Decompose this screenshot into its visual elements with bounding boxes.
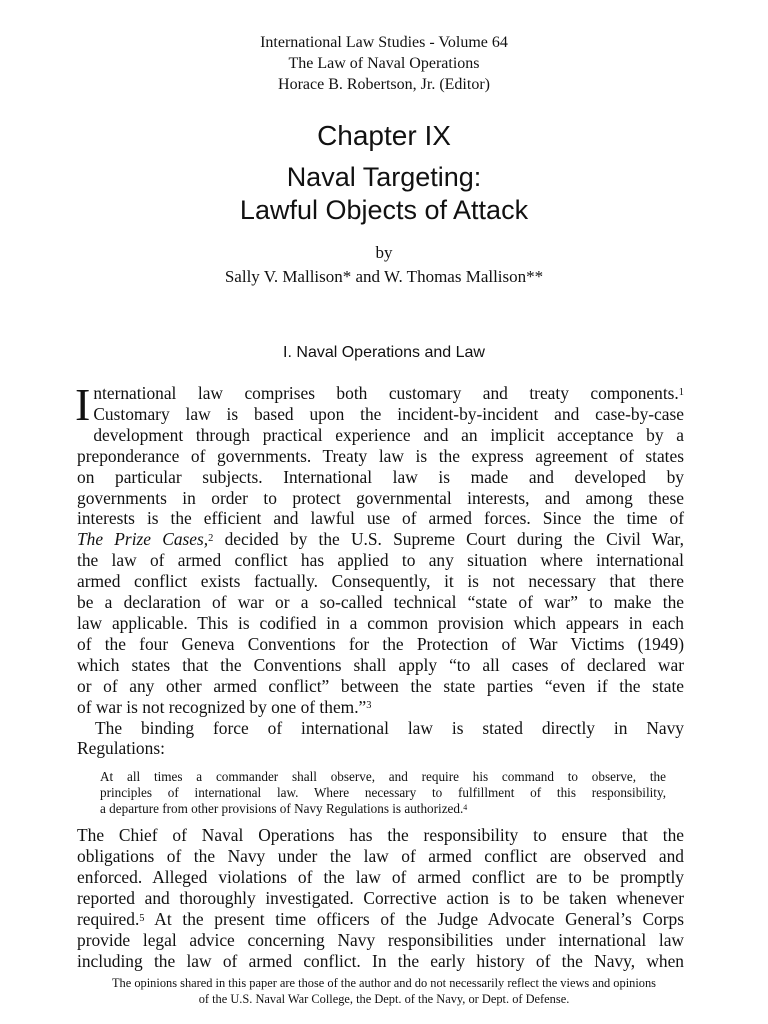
book-title: The Law of Naval Operations [288,55,480,72]
footnote-ref-5: 5 [139,912,145,924]
byline [0,241,768,289]
chapter-heading [0,118,768,227]
text-line: of the four Geneva Conventions for the Protection of War Victims (1949) [77,633,684,654]
chapter-title [0,161,768,227]
text-line: be a declaration of war or a so-called technical “state of war” to make the [77,592,684,613]
text-line: reported and thoroughly investigated. Corrective action is to be taken whenever [77,888,684,909]
text-line: armed conflict exists factually. Consequently, it is not necessary that there [77,571,684,592]
text-line: The binding force of international law is stated directly in Navy [95,717,684,738]
quote-line: principles of international law. Where necessary to fulfillment of this responsibility, [100,785,666,801]
footnote-ref-1: 1 [678,386,684,398]
paragraph-3 [77,825,684,971]
text-line: on particular subjects. International law is made and developed by [77,466,684,487]
text-line: Customary law is based upon the incident-by-incident and case-by-case [93,403,684,424]
series-title: International Law Studies - Volume 64 [260,34,508,51]
quote-line: At all times a commander shall observe, and require his command to observe, the [100,769,666,785]
editor-line: Horace B. Robertson, Jr. (Editor) [278,76,490,93]
footnote-ref-2: 2 [208,533,214,545]
text-line: nternational law comprises both customary and treaty components.$^1$ [93,383,684,403]
text-line: development through practical experience and an implicit acceptance by a [93,424,684,445]
text-line: required.$^5$ At the present time officers of the Judge Advocate General’s Corps [77,908,684,929]
footnote-ref-4: 4 [463,803,468,813]
body-text [75,379,684,972]
text-line: including the law of armed conflict. In the early history of the Navy, when [77,950,684,971]
text-line: which states that the Conventions shall apply “to all cases of declared war [77,654,684,675]
chapter-title-line-1: Naval Targeting: [286,162,482,192]
chapter-title-line-2: Lawful Objects of Attack [239,195,529,225]
case-name: The Prize Cases, [77,529,209,550]
text-line: The Prize Cases,$^2$ decided by the U.S. Supreme Court during the Civil War, [77,529,684,550]
byline-authors: Sally V. Mallison* and W. Thomas Mallison** [224,267,544,286]
text-line: Regulations: [77,738,165,759]
text-line: interests is the efficient and lawful use of armed forces. Since the time of [77,508,684,529]
chapter-number: Chapter IX [317,120,451,151]
text-line: obligations of the Navy under the law of armed conflict are observed and [77,846,684,867]
text-line: of war is not recognized by one of them.”$^3$ [77,696,372,717]
byline-by: by [375,243,393,262]
text-line: The Chief of Naval Operations has the responsibility to ensure that the [77,825,684,846]
footnote-ref-3: 3 [366,700,372,712]
navy-regulations-quote [100,769,666,817]
text-line: governments in order to protect governmental interests, and among these [77,487,684,508]
text-line: enforced. Alleged violations of the law of armed conflict are to be promptly [77,867,684,888]
paragraph-1 [75,379,684,718]
text-line: the law of armed conflict has applied to any situation where international [77,550,684,571]
text-line: law applicable. This is codified in a common provision which appears in each [77,612,684,633]
drop-cap: I [75,379,91,430]
disclaimer-line-1: The opinions shared in this paper are those of the author and do not necessarily reflect the views and opinions [111,976,656,990]
disclaimer-line-2: of the U.S. Naval War College, the Dept. of the Navy, or Dept. of Defense. [198,992,570,1006]
text-line: preponderance of governments. Treaty law is the express agreement of states [77,445,684,466]
text-line: provide legal advice concerning Navy responsibilities under international law [77,929,684,950]
section-heading: I. Naval Operations and Law [283,344,485,361]
disclaimer-footer [0,975,768,1007]
running-header [0,32,768,95]
quote-line: a departure from other provisions of Navy Regulations is authorized.$^4$ [100,801,468,817]
paragraph-2 [77,718,684,760]
text-line: or of any other armed conflict” between the state parties “even if the state [77,675,684,696]
